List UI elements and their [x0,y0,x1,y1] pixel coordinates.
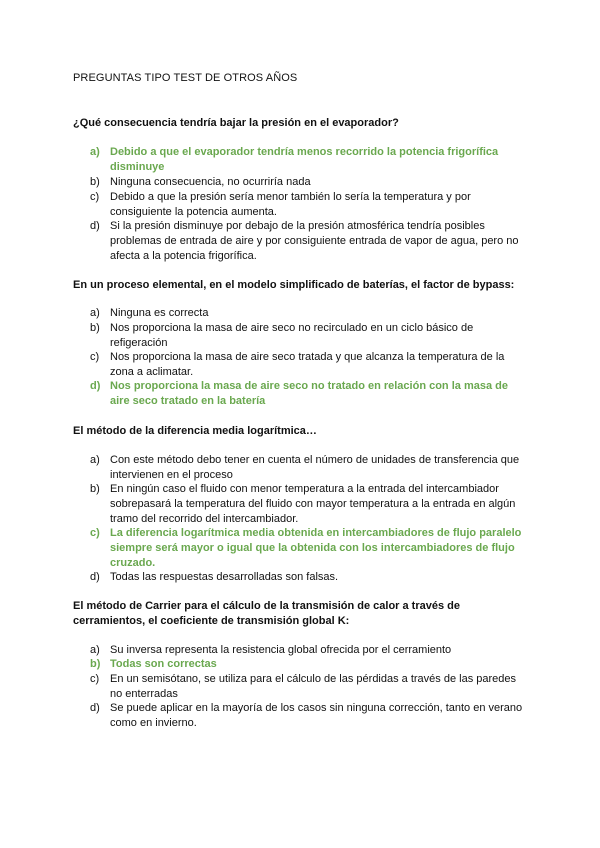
option-letter: b) [90,176,100,188]
option-text: Todas las respuestas desarrolladas son falsas. [110,571,339,583]
option-text: Debido a que la presión sería menor también lo sería la temperatura y por consiguiente la potencia aumenta. [110,191,471,218]
option-text: Ninguna consecuencia, no ocurriría nada [110,176,311,188]
answer-option [92,453,527,483]
option-text: En ningún caso el fluido con menor temperatura a la entrada del intercambiador sobrepasará la temperatura del fluido con mayor temperatura a la entrada en algún tramo del recorrido del intercambiador. [110,483,516,525]
answer-option [92,321,527,351]
option-letter: d) [90,571,100,583]
option-letter: c) [90,351,100,363]
option-text: Debido a que el evaporador tendría menos recorrido la potencia frigorífica disminuye [110,146,499,173]
option-letter: d) [90,220,100,232]
option-letter: b) [90,483,100,495]
option-text: Ninguna es correcta [110,307,209,319]
option-letter: a) [90,644,100,656]
question-heading: En un proceso elemental, en el modelo simplificado de baterías, el factor de bypass: [73,279,515,291]
option-text: Nos proporciona la masa de aire seco tratada y que alcanza la temperatura de la zona a aclimatar. [110,351,505,378]
answer-option [92,701,527,731]
option-text: Se puede aplicar en la mayoría de los casos sin ninguna corrección, tanto en verano como en invierno. [110,702,523,729]
option-letter: a) [90,454,100,466]
answer-option [92,175,527,190]
question-heading: El método de Carrier para el cálculo de la transmisión de calor a través de cerramientos, el coeficiente de transmisión global K: [73,600,460,627]
question-heading: ¿Qué consecuencia tendría bajar la presión en el evaporador? [73,117,399,129]
option-letter: b) [90,322,100,334]
answer-option [92,306,527,321]
answer-option [92,219,527,264]
answer-option [92,379,527,409]
answer-option [92,482,527,527]
answer-option [92,570,527,585]
option-text: Nos proporciona la masa de aire seco no tratado en relación con la masa de aire seco tratado en la batería [110,380,508,407]
option-letter: b) [90,658,101,670]
option-letter: d) [90,702,100,714]
option-letter: a) [90,307,100,319]
answer-option [92,672,527,702]
answer-option [92,350,527,380]
option-letter: c) [90,673,100,685]
answer-option [92,657,527,672]
question-heading: El método de la diferencia media logarítmica… [73,425,317,437]
option-text: La diferencia logarítmica media obtenida en intercambiadores de flujo paralelo siempre será mayor o igual que la obtenida con los intercambiadores de flujo cruzado. [110,527,522,569]
option-letter: a) [90,146,100,158]
option-text: En un semisótano, se utiliza para el cálculo de las pérdidas a través de las paredes no enterradas [110,673,517,700]
option-text: Con este método debo tener en cuenta el número de unidades de transferencia que intervienen en el proceso [110,454,520,481]
option-text: Su inversa representa la resistencia global ofrecida por el cerramiento [110,644,452,656]
answer-option [92,145,527,175]
option-letter: c) [90,191,100,203]
option-letter: d) [90,380,101,392]
option-letter: c) [90,527,100,539]
option-text: Todas son correctas [110,658,217,670]
option-text: Nos proporciona la masa de aire seco no recirculado en un ciclo básico de refigeración [110,322,474,349]
answer-option [92,643,527,658]
answer-option [92,190,527,220]
answer-option [92,526,527,571]
option-text: Si la presión disminuye por debajo de la presión atmosférica tendría posibles problemas de entrada de aire y por consiguiente entrada de vapor de agua, pero no afecta a la potencia frigorífica. [110,220,519,262]
document-title: PREGUNTAS TIPO TEST DE OTROS AÑOS [73,72,298,84]
